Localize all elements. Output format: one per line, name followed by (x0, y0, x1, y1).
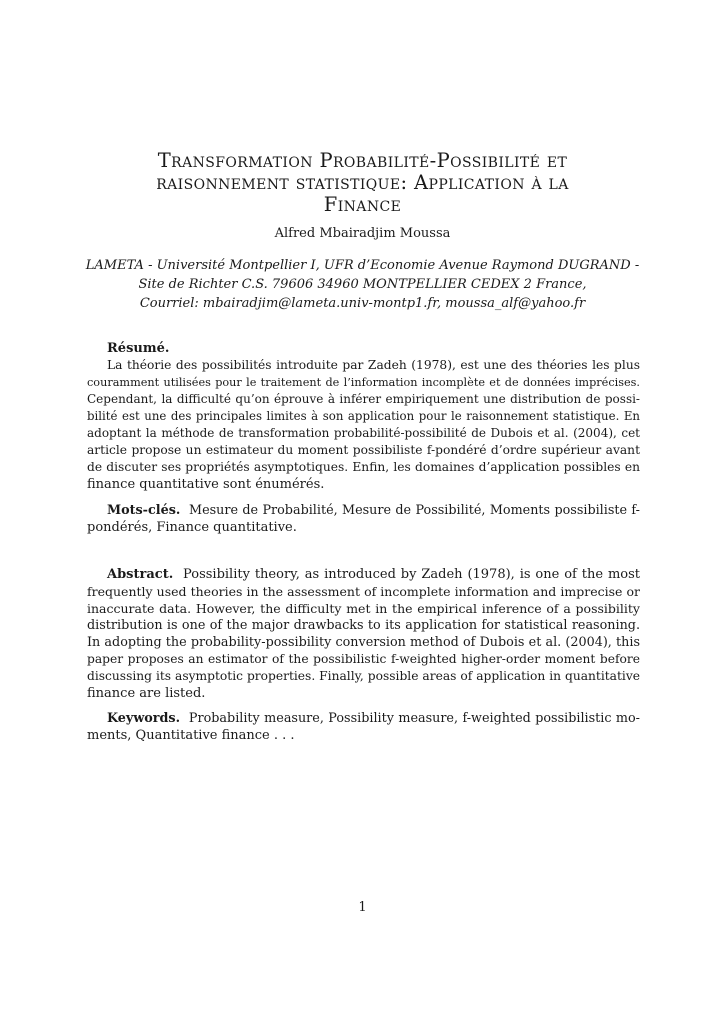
resume-line: couramment utilisées pour le traitement de l’information incomplète et de données imprécises. (87, 376, 640, 389)
affiliation-line: Site de Richter C.S. 79606 34960 MONTPELLIER CEDEX 2 France, (138, 277, 587, 292)
abstract-line: distribution is one of the major drawbacks to its application for statistical reasoning. (87, 618, 640, 633)
paper-title (100, 150, 625, 216)
abstract-line: discussing its asymptotic properties. Finally, possible areas of application in quantitative (87, 669, 640, 683)
page-number: 1 (358, 900, 367, 915)
abstract-line: frequently used theories in the assessment of incomplete information and imprecise or (87, 584, 640, 599)
keywords-text: Probability measure, Possibility measure, f-weighted possibilistic mo- (188, 711, 640, 726)
keywords-heading: Keywords. (107, 711, 181, 726)
abstract-section (87, 566, 640, 702)
resume-line: de discuter ses propriétés asymptotiques. Enfin, les domaines d’application possibles en (87, 460, 640, 474)
motscles-section (87, 502, 640, 536)
resume-line: adoptant la méthode de transformation probabilité-possibilité de Dubois et al. (2004), cet (87, 426, 640, 440)
motscles-text: Mesure de Probabilité, Mesure de Possibilité, Moments possibiliste f- (189, 503, 640, 518)
author-name: Alfred Mbairadjim Moussa (274, 226, 451, 241)
abstract-first-text: Possibility theory, as introduced by Zadeh (1978), is one of the most (183, 567, 640, 582)
resume-heading-text: Résumé. (107, 341, 170, 356)
keywords-line: ments, Quantitative finance . . . (87, 728, 295, 743)
motscles-line: pondérés, Finance quantitative. (87, 520, 297, 535)
resume-heading (87, 340, 640, 357)
resume-line: bilité est une des principales limites à son application pour le raisonnement statistique. En (87, 409, 640, 423)
affiliation-line: LAMETA - Université Montpellier I, UFR d’Economie Avenue Raymond DUGRAND - (85, 258, 640, 273)
resume-line: finance quantitative sont énumérés. (87, 477, 325, 492)
abstract-line: In adopting the probability-possibility conversion method of Dubois et al. (2004), this (87, 635, 640, 650)
abstract-line: inaccurate data. However, the difficulty met in the empirical inference of a possibility (87, 601, 640, 616)
resume-line: Cependant, la difficulté qu’on éprouve à inférer empiriquement une distribution de possi- (87, 392, 640, 406)
title-line: Finance (323, 193, 402, 216)
motscles-heading: Mots-clés. (107, 503, 181, 518)
abstract-line: finance are listed. (87, 686, 206, 701)
title-line: Transformation Probabilité-Possibilité et (157, 149, 568, 172)
title-line: raisonnement statistique: Application à la (156, 171, 569, 194)
resume-section (87, 340, 640, 493)
abstract-heading: Abstract. (107, 567, 174, 582)
resume-line: La théorie des possibilités introduite par Zadeh (1978), est une des théories les plus (107, 358, 640, 372)
keywords-section (87, 710, 640, 744)
keywords-line (87, 710, 640, 727)
resume-line: article propose un estimateur du moment possibiliste f-pondéré d’ordre supérieur avant (87, 443, 640, 457)
abstract-line: paper proposes an estimator of the possibilistic f-weighted higher-order moment before (87, 652, 640, 666)
affiliation-line: Courriel: mbairadjim@lameta.univ-montp1.fr, moussa_alf@yahoo.fr (139, 296, 586, 311)
motscles-line (87, 502, 640, 519)
abstract-line (87, 566, 640, 583)
affiliation (70, 256, 655, 313)
